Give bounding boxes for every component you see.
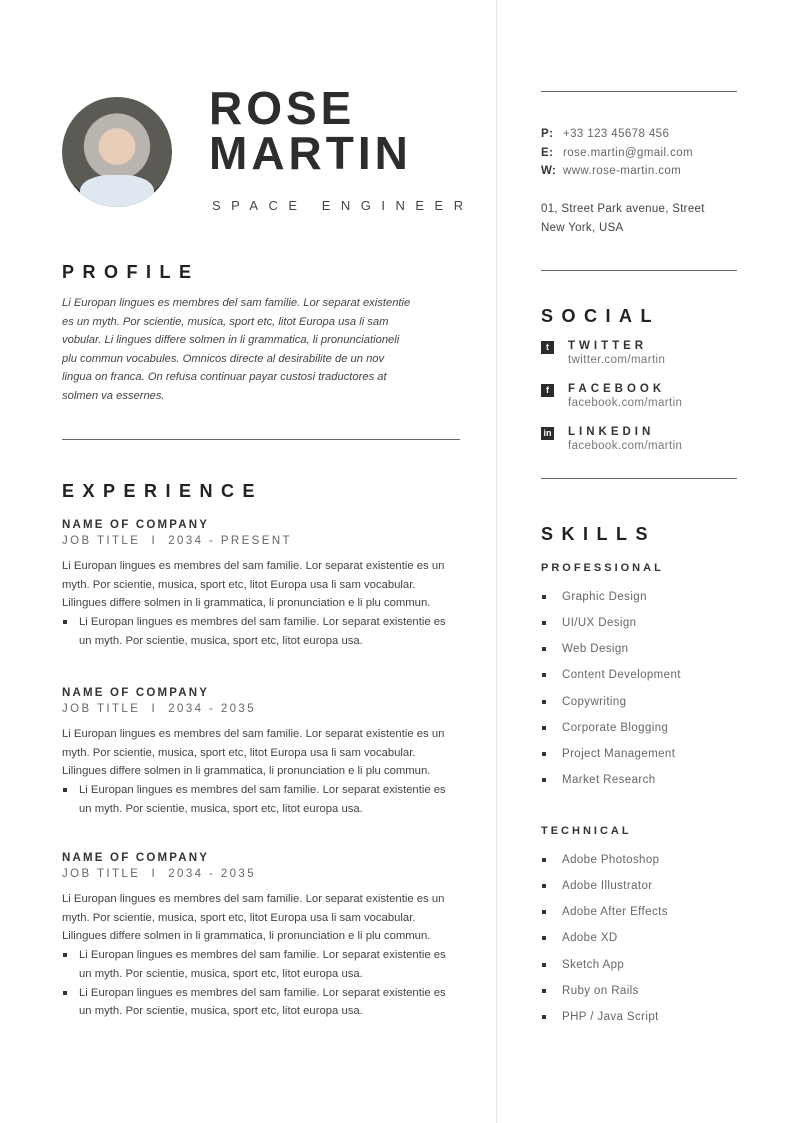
skill-item: Adobe Illustrator bbox=[541, 873, 668, 899]
social-url[interactable]: facebook.com/martin bbox=[568, 440, 683, 452]
skill-item: Sketch App bbox=[541, 952, 668, 978]
social-label: TWITTER bbox=[568, 340, 648, 352]
skill-item: Ruby on Rails bbox=[541, 978, 668, 1004]
skill-item: Market Research bbox=[541, 767, 681, 793]
social-item bbox=[541, 382, 682, 411]
technical-heading: TECHNICAL bbox=[541, 825, 632, 837]
company-name: NAME OF COMPANY bbox=[62, 852, 210, 864]
skill-item: Copywriting bbox=[541, 689, 681, 715]
web-label: W: bbox=[541, 165, 557, 178]
skill-item: Corporate Blogging bbox=[541, 715, 681, 741]
skill-item: Adobe After Effects bbox=[541, 899, 668, 925]
divider bbox=[541, 91, 737, 92]
social-item bbox=[541, 339, 665, 368]
full-name bbox=[209, 82, 412, 179]
profile-text: Li Europan lingues es membres del sam familie. Lor separat existentie es un myth. Por scientie, musica, sport etc, litot Europa usa li sam vobular. Li lingues differe solmen in li grammatica, li pronunciationeli plu commun vocabules. Omnicos directe al desirabilite de un nov lingua on franca. On refusa continuar payar custosi traductores at solmen va essernes. bbox=[62, 297, 411, 402]
skill-item: PHP / Java Script bbox=[541, 1004, 668, 1030]
job-role: SPACE ENGINEER bbox=[212, 198, 474, 213]
job-bullet: Li Europan lingues es membres del sam familie. Lor separat existentie es un myth. Por scientie, musica, sport etc, litot europa usa. bbox=[62, 946, 457, 983]
job-entry bbox=[62, 517, 457, 651]
job-description: Li Europan lingues es membres del sam familie. Lor separat existentie es un myth. Por scientie, musica, sport etc, litot Europa usa li sam vocabular. Lilingues differe solmen in li grammatica, li pronunciation e li plu commun. bbox=[62, 893, 445, 943]
social-label: FACEBOOK bbox=[568, 383, 666, 395]
address bbox=[541, 200, 741, 237]
job-description: Li Europan lingues es membres del sam familie. Lor separat existentie es un myth. Por scientie, musica, sport etc, litot Europa usa li sam vocabular. Lilingues differe solmen in li grammatica, li pronunciation e li plu commun. bbox=[62, 728, 445, 778]
social-url[interactable]: twitter.com/martin bbox=[568, 354, 666, 366]
skill-item: Content Development bbox=[541, 662, 681, 688]
contact-info bbox=[541, 125, 693, 181]
divider bbox=[62, 439, 460, 440]
divider bbox=[541, 270, 737, 271]
job-title: JOB TITLE I 2034 - PRESENT bbox=[62, 535, 292, 547]
skill-item: Project Management bbox=[541, 741, 681, 767]
job-bullet: Li Europan lingues es membres del sam familie. Lor separat existentie es un myth. Por scientie, musica, sport etc, litot europa usa. bbox=[62, 613, 457, 650]
email-label: E: bbox=[541, 146, 554, 159]
job-title: JOB TITLE I 2034 - 2035 bbox=[62, 868, 257, 880]
skill-item: Adobe Photoshop bbox=[541, 847, 668, 873]
skill-item: UI/UX Design bbox=[541, 610, 681, 636]
profile-photo bbox=[62, 97, 172, 207]
last-name: MARTIN bbox=[209, 127, 412, 179]
phone-label: P: bbox=[541, 128, 554, 140]
job-entry bbox=[62, 850, 457, 1021]
profile-heading: PROFILE bbox=[62, 262, 200, 282]
company-name: NAME OF COMPANY bbox=[62, 687, 210, 699]
job-bullet: Li Europan lingues es membres del sam familie. Lor separat existentie es un myth. Por scientie, musica, sport etc, litot europa usa. bbox=[62, 984, 457, 1021]
linkedin-icon: in bbox=[541, 427, 554, 440]
social-url[interactable]: facebook.com/martin bbox=[568, 397, 683, 409]
facebook-icon: f bbox=[541, 384, 554, 397]
company-name: NAME OF COMPANY bbox=[62, 519, 210, 531]
experience-heading: EXPERIENCE bbox=[62, 481, 264, 501]
website: www.rose-martin.com bbox=[563, 165, 682, 178]
professional-heading: PROFESSIONAL bbox=[541, 562, 664, 574]
skill-item: Graphic Design bbox=[541, 584, 681, 610]
job-title: JOB TITLE I 2034 - 2035 bbox=[62, 703, 257, 715]
job-entry bbox=[62, 685, 457, 819]
job-description: Li Europan lingues es membres del sam familie. Lor separat existentie es un myth. Por scientie, musica, sport etc, litot Europa usa li sam vocabular. Lilingues differe solmen in li grammatica, li pronunciation e li plu commun. bbox=[62, 560, 445, 610]
address-line: New York, USA bbox=[541, 221, 624, 234]
first-name: ROSE bbox=[209, 82, 356, 134]
skill-item: Web Design bbox=[541, 636, 681, 662]
email: rose.martin@gmail.com bbox=[563, 146, 693, 159]
address-line: 01, Street Park avenue, Street bbox=[541, 203, 705, 215]
professional-skills-list bbox=[541, 584, 681, 793]
phone: +33 123 45678 456 bbox=[563, 128, 670, 140]
skill-item: Adobe XD bbox=[541, 925, 668, 951]
social-heading: SOCIAL bbox=[541, 306, 661, 326]
social-item bbox=[541, 425, 682, 454]
divider bbox=[541, 478, 737, 479]
skills-heading: SKILLS bbox=[541, 524, 657, 544]
job-bullet: Li Europan lingues es membres del sam familie. Lor separat existentie es un myth. Por scientie, musica, sport etc, litot europa usa. bbox=[62, 781, 457, 818]
twitter-icon: t bbox=[541, 341, 554, 354]
social-label: LINKEDIN bbox=[568, 426, 655, 438]
column-divider bbox=[496, 0, 497, 1123]
technical-skills-list bbox=[541, 847, 668, 1030]
